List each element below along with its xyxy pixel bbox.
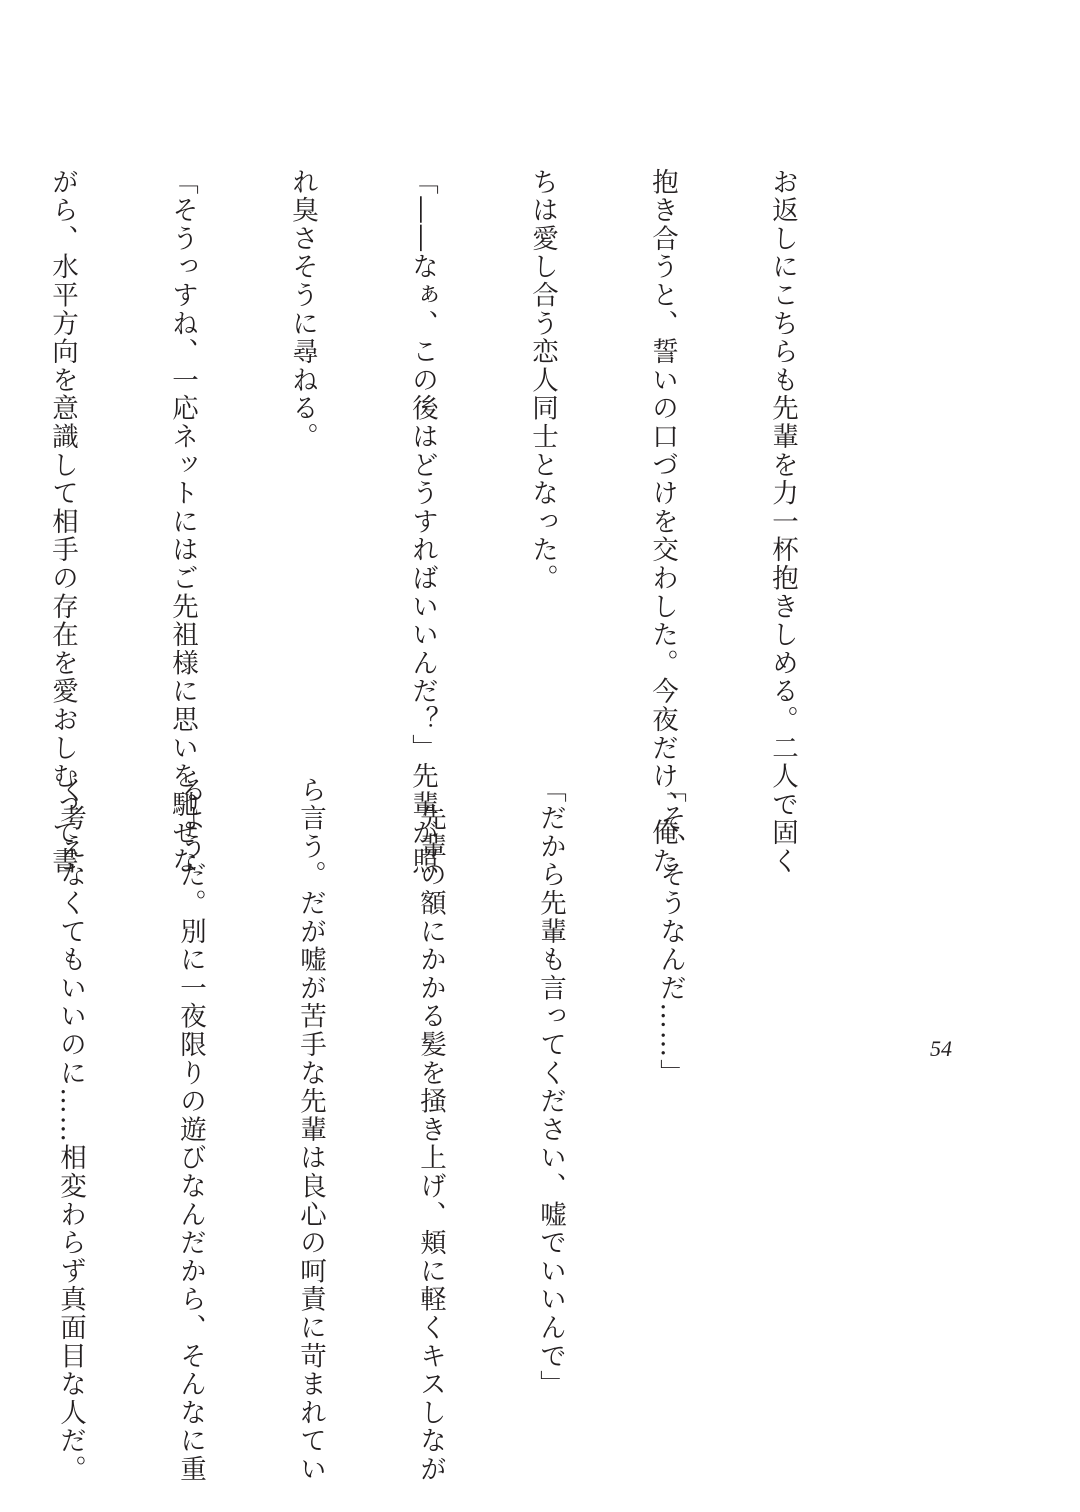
text-line: がら、水平方向を意識して相手の存在を愛おしむって書 xyxy=(47,168,78,876)
text-column-top xyxy=(47,168,882,876)
text-line: 「そ、そうなんだ……」 xyxy=(655,776,686,1088)
text-line: るようだ。別に一夜限りの遊びなんだから、そんなに重 xyxy=(175,776,206,1484)
text-line: 先輩の額にかかる髪を掻き上げ、頬に軽くキスしなが xyxy=(415,776,446,1484)
text-column-bottom xyxy=(55,776,770,1484)
page-number: 54 xyxy=(930,1036,952,1061)
text-line: 「そうっすね、一応ネットにはご先祖様に思いを馳せな xyxy=(167,168,198,876)
text-line: 抱き合うと、誓いの口づけを交わした。今夜だけ、俺た xyxy=(647,168,678,876)
text-line: く考えなくてもいいのに……相変わらず真面目な人だ。 xyxy=(55,776,86,1484)
text-line: ら言う。だが嘘が苦手な先輩は良心の呵責に苛まれてい xyxy=(295,776,326,1484)
text-line: れ臭さそうに尋ねる。 xyxy=(287,168,318,451)
text-line: 「――なぁ、この後はどうすればいいんだ？」先輩が照 xyxy=(407,168,438,876)
text-line: お返しにこちらも先輩を力一杯抱きしめる。二人で固く xyxy=(767,168,798,876)
text-line: ちは愛し合う恋人同士となった。 xyxy=(527,168,558,593)
text-line: 「だから先輩も言ってください、嘘でいいんで」 xyxy=(535,776,566,1399)
